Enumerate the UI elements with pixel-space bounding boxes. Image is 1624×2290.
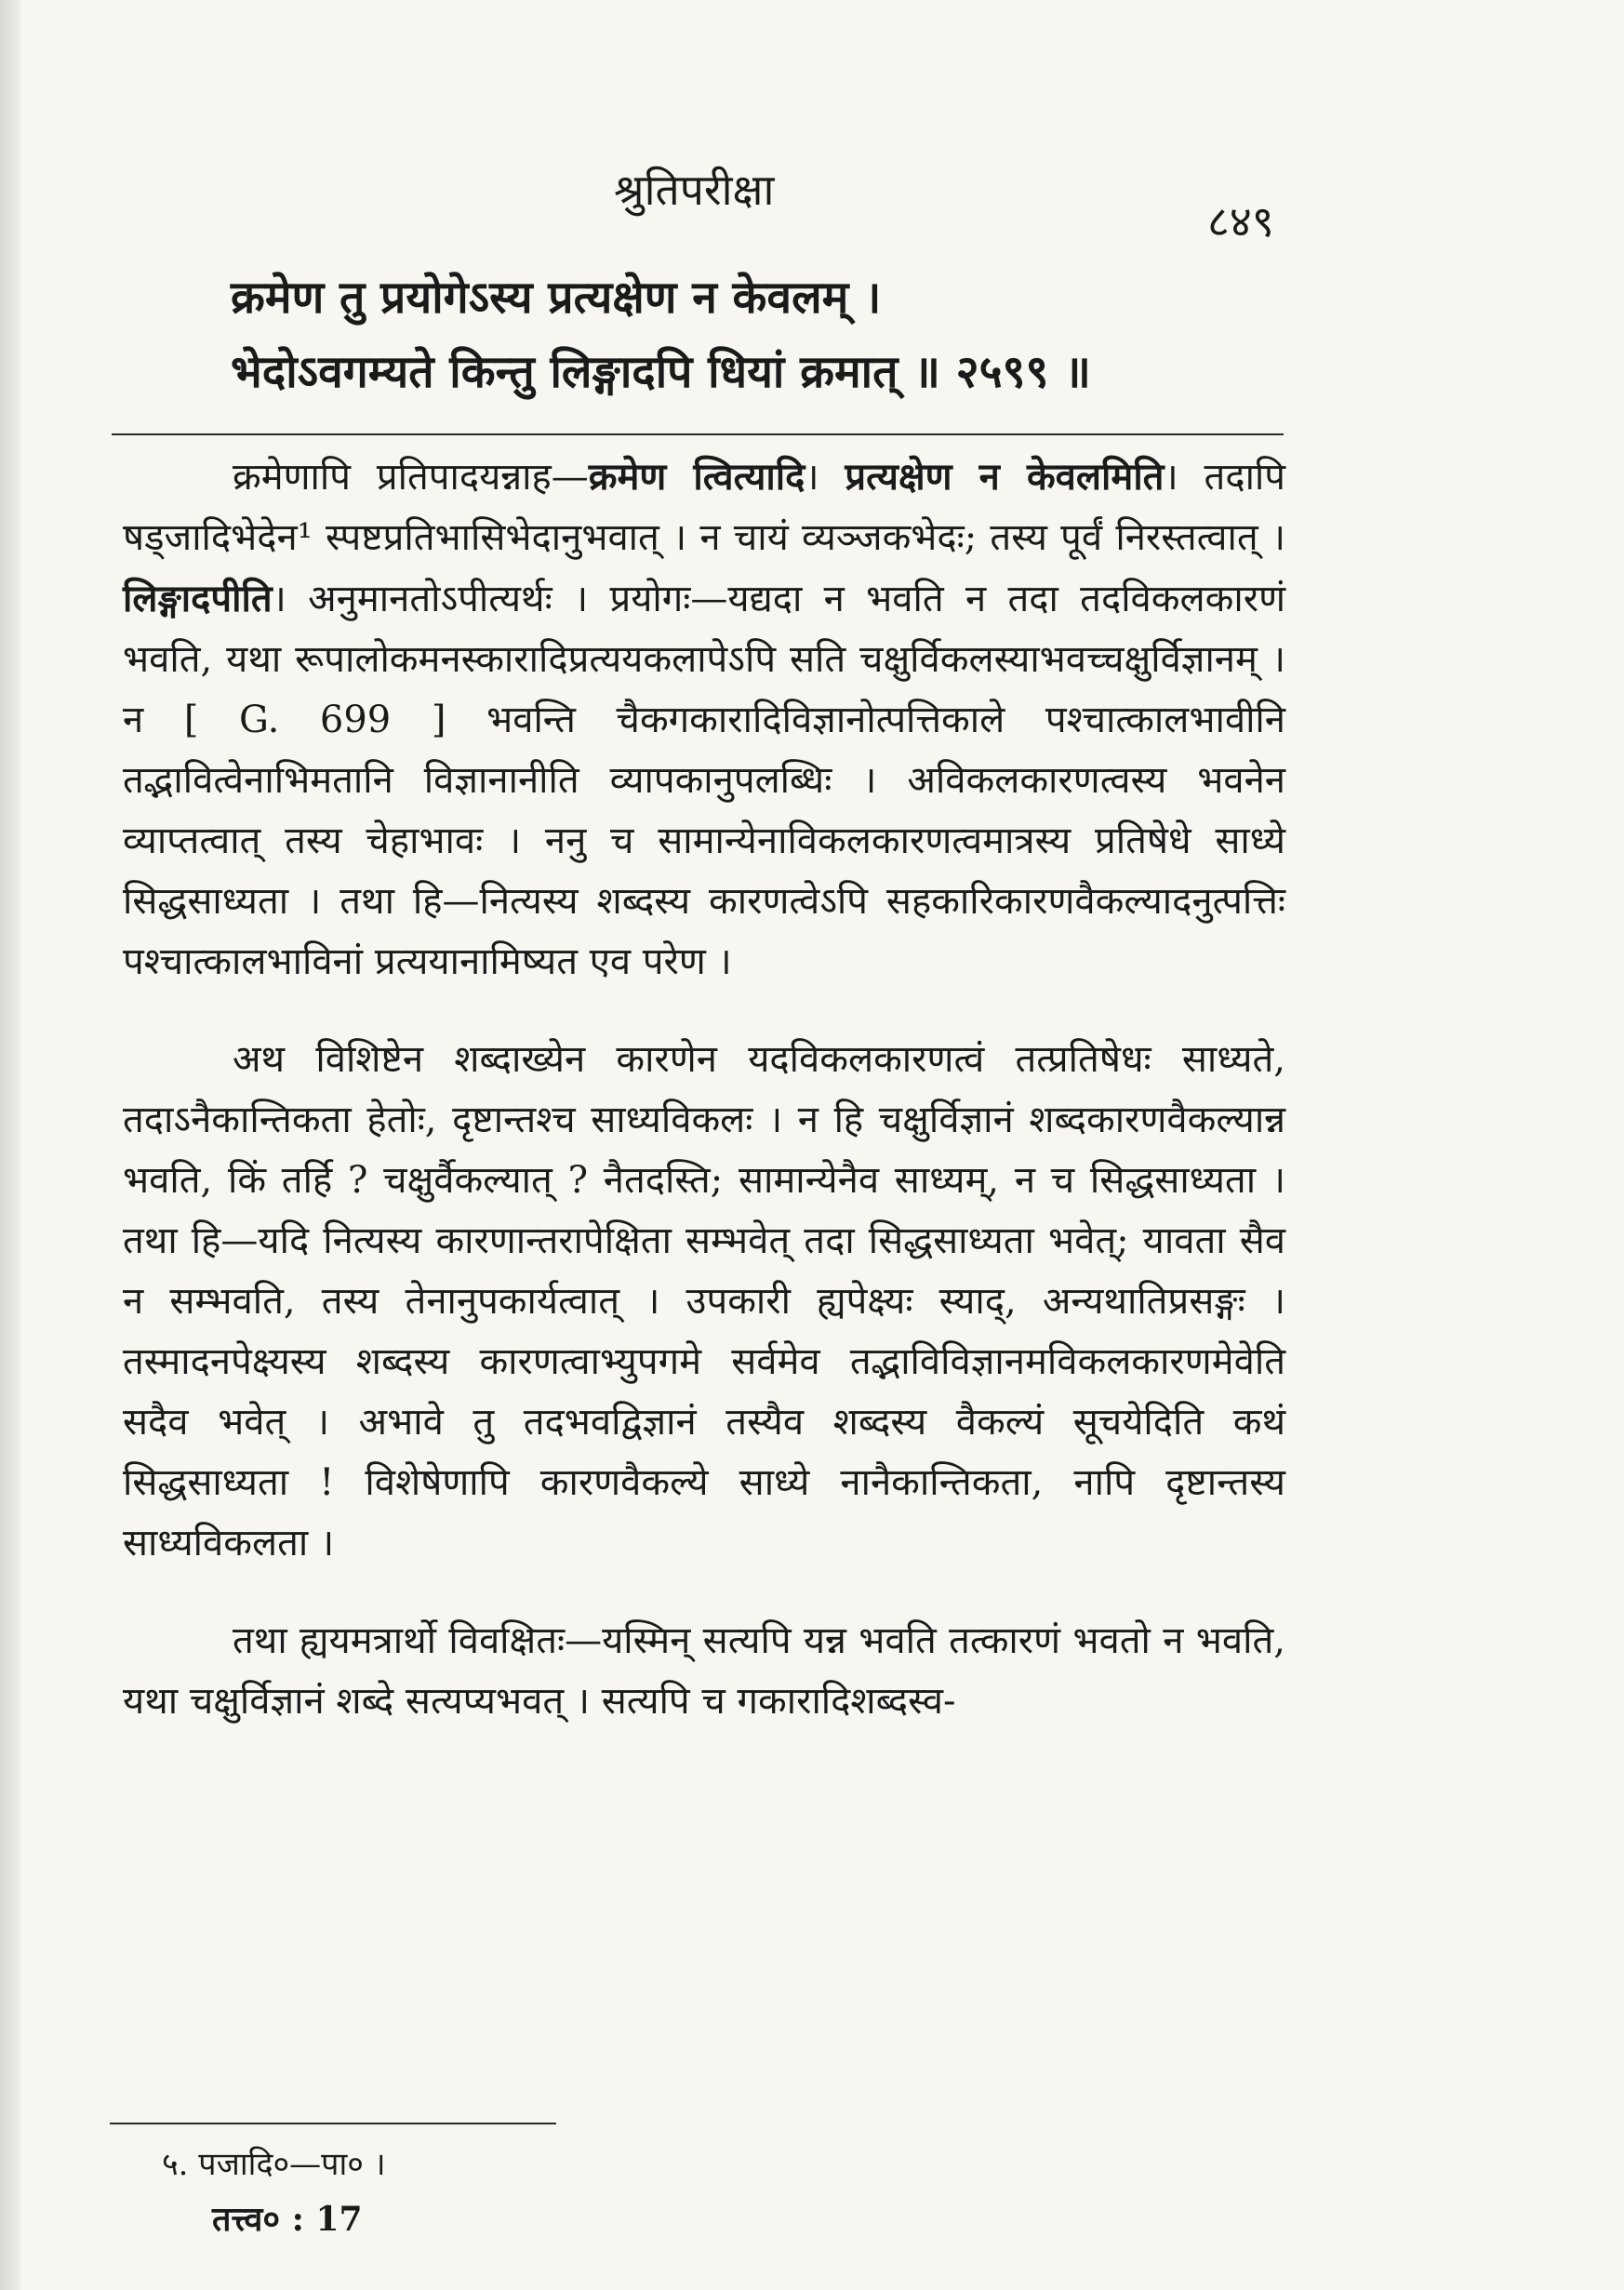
p1-part-1: क्रमेणापि प्रतिपादयन्नाह— xyxy=(233,456,589,499)
p1-part-2: । xyxy=(805,456,845,499)
commentary-paragraph-3: तथा ह्ययमत्रार्थो विवक्षितः—यस्मिन् सत्यपि यन्न भवति तत्कारणं भवतो न भवति, यथा चक्षुर्विज्ञानं शब्दे सत्यप्यभवत् । सत्यपि च गकारादिशब्दस्व- xyxy=(123,1619,1285,1723)
verse-separator-rule xyxy=(112,433,1284,435)
p1-part-4: । अनुमानतोऽपीत्यर्थः । प्रयोगः—यद्यदा न भवति न तदा तदविकलकारणं भवति, यथा रूपालोकमनस्कारादिप्रत्ययकलापेऽपि सति चक्षुर्विकलस्याभवच्चक्षुर्विज्ञानम् । न [ G. 699 ] भवन्ति चैकगकारादिविज्ञानोत्पत्तिकाले पश्चात्कालभावीनि तद्भावित्वेनाभिमतानि विज्ञानानीति व्यापकानुपलब्धिः । अविकलकारणत्वस्य भवनेन व्याप्तत्वात् तस्य चेहाभावः । ननु च सामान्येनाविकलकारणत्वमात्रस्य प्रतिषेधे साध्ये सिद्धसाध्यता । तथा हि—नित्यस्य शब्दस्य कारणत्वेऽपि सहकारिकारणवैकल्यादनुत्पत्तिः पश्चात्कालभाविनां प्रत्ययानामिष्यत एव परेण । xyxy=(123,578,1285,983)
verse-line-2: भेदोऽवगम्यते किन्तु लिङ्गादपि धियां क्रमात् ॥ २५९९ ॥ xyxy=(231,346,1091,398)
footnote: ५. पजादि०—पा० । xyxy=(162,2146,386,2183)
p1-bold-3: लिङ्गादपीति xyxy=(123,577,273,620)
footnote-separator-rule xyxy=(110,2123,556,2124)
page-number: ८४९ xyxy=(1207,196,1274,246)
scan-edge-shadow xyxy=(0,0,20,2290)
p1-part-3: । तदापि षड्जादिभेदेन¹ स्पष्टप्रतिभासिभेदानुभवात् । न चायं व्यञ्जकभेदः; तस्य पूर्वं निरस्तत्वात् । xyxy=(123,456,1286,559)
signature-mark: तत्त्व० : 17 xyxy=(212,2200,363,2239)
commentary-paragraph-2: अथ विशिष्टेन शब्दाख्येन कारणेन यदविकलकारणत्वं तत्प्रतिषेधः साध्यते, तदाऽनैकान्तिकता हेतोः, दृष्टान्तश्च साध्यविकलः । न हि चक्षुर्विज्ञानं शब्दकारणवैकल्यान्न भवति, किं तर्हि ? चक्षुर्वैकल्यात् ? नैतदस्ति; सामान्येनैव साध्यम्, न च सिद्धसाध्यता । तथा हि—यदि नित्यस्य कारणान्तरापेक्षिता सम्भवेत् तदा सिद्धसाध्यता भवेत्; यावता सैव न सम्भवति, तस्य तेनानुपकार्यत्वात् । उपकारी ह्यपेक्ष्यः स्याद्, अन्यथातिप्रसङ्गः । तस्मादनपेक्ष्यस्य शब्दस्य कारणत्वाभ्युपगमे सर्वमेव तद्भाविविज्ञानमविकलकारणमेवेति सदैव भवेत् । अभावे तु तदभवद्विज्ञानं तस्यैव शब्दस्य वैकल्यं सूचयेदिति कथं सिद्धसाध्यता ! विशेषेणापि कारणवैकल्ये साध्ये नानैकान्तिकता, नापि दृष्टान्तस्य साध्यविकलता । xyxy=(123,1038,1285,1564)
page-header-title: श्रुतिपरीक्षा xyxy=(614,165,775,215)
p1-bold-1: क्रमेण त्वित्यादि xyxy=(588,455,805,499)
verse-line-1: क्रमेण तु प्रयोगेऽस्य प्रत्यक्षेण न केवलम् । xyxy=(231,272,882,324)
verse-block xyxy=(231,260,1300,409)
p1-bold-2: प्रत्यक्षेण न केवलमिति xyxy=(845,455,1165,499)
commentary-text xyxy=(123,446,1285,1769)
commentary-paragraph-1 xyxy=(123,446,1285,992)
